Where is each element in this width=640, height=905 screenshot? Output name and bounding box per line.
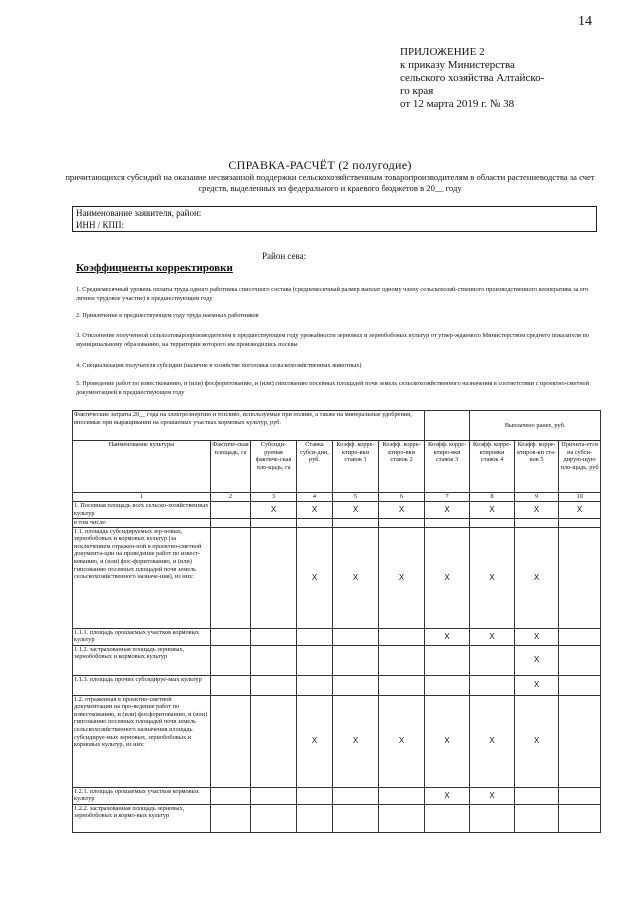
header-coef-4: Коэфф. корре-ктировки ставок 4: [470, 441, 515, 493]
table-cell: [515, 787, 559, 804]
x-mark: X: [425, 502, 470, 519]
column-number: 6: [379, 493, 425, 502]
header-coef-2: Коэфф. корре-ктиро-вки ставок 2: [379, 441, 425, 493]
x-mark: X: [333, 502, 379, 519]
table-cell: [559, 645, 601, 675]
table-cell: [470, 675, 515, 695]
x-mark: X: [425, 527, 470, 628]
x-mark: X: [470, 695, 515, 787]
appendix-line: сельского хозяйства Алтайско-: [400, 72, 545, 84]
x-mark: X: [425, 628, 470, 645]
table-cell: [470, 645, 515, 675]
row-label: 1.2.2. застрахованная площадь зерновых, зернобобовых и кормо-вых культур: [73, 804, 211, 832]
table-cell: [379, 675, 425, 695]
column-number: 7: [425, 493, 470, 502]
table-cell: [251, 527, 297, 628]
table-cell: [211, 675, 251, 695]
coefficient-paragraph: 4. Специализация получателя субсидии (наличие в хозяйстве поголовья сельскохозяйственных животных): [76, 362, 362, 369]
table-cell: [297, 675, 333, 695]
table-cell: [559, 804, 601, 832]
table-cell: [379, 645, 425, 675]
table-cell: [425, 519, 470, 528]
table-cell: [211, 787, 251, 804]
page-number: 14: [578, 14, 592, 29]
table-cell: [251, 519, 297, 528]
row-label: 1.1. площадь субсидируемых зер-новых, зернобобовых и кормовых культур (за исключением отражен-ной в проектно-сметной документа-ции на проведение работ по извест-кованию, и (или) фос-форитованию, и (или) гипсованию посевных площадей почв земель сельскохозяйственного назначе-ния), из них:: [73, 527, 211, 628]
row-label: 1.2.1. площадь орошаемых участков кормовых культур: [73, 787, 211, 804]
table-cell: [251, 675, 297, 695]
table-cell: [559, 527, 601, 628]
row-label: 1.1.1. площадь орошаемых участков кормовых культур: [73, 628, 211, 645]
table-cell: [559, 519, 601, 528]
header-rate: Ставка субси-дии, руб.: [297, 441, 333, 493]
table-cell: [470, 519, 515, 528]
coefficient-paragraph: 3. Отклонение полученной сельхозтоваропроизводителем в предшествующем году урожайности зерновых и зернобобовых культур от утвер-ждаемого Министерством среднего показателя по муниципальному образованию, на территории которого им производились посевы: [76, 332, 589, 348]
x-mark: X: [425, 695, 470, 787]
table-cell: [297, 628, 333, 645]
table-cell: [251, 645, 297, 675]
table-cell: [379, 519, 425, 528]
x-mark: X: [515, 645, 559, 675]
table-cell: [297, 804, 333, 832]
table-cell: [297, 645, 333, 675]
table-cell: [425, 804, 470, 832]
column-number: 8: [470, 493, 515, 502]
row-label: 1.1.2. застрахованная площадь зерновых, зернобобовых и кормовых культур: [73, 645, 211, 675]
coefficients-heading: Коэффициенты корректировки: [76, 262, 233, 274]
header-coef-3: Коэфф. корре-ктиро-вки ставок 3: [425, 441, 470, 493]
table-cell: [333, 519, 379, 528]
table-cell: [559, 787, 601, 804]
table-cell: [251, 628, 297, 645]
table-cell: [251, 787, 297, 804]
document-subtitle: причитающихся субсидий на оказание несвязанной поддержки сельскохозяйственным товаропроизводителям в области растениеводства за счет средств, выделенных из федерального и краевого бюджетов в 20__ году: [65, 172, 595, 193]
x-mark: X: [297, 502, 333, 519]
table-cell: [379, 787, 425, 804]
applicant-name-label: Наименование заявителя, район:: [76, 208, 202, 218]
header-coef-1: Коэфф. корре-ктиро-вки ставок 1: [333, 441, 379, 493]
coefficient-paragraph: 1. Среднемесячный уровень оплаты труда одного работника списочного состава (среднемесячный размер выплат одному члену сельскохозяй-ственного производственного кооператива за его личное трудовое участие) в предшествующем году: [76, 286, 589, 302]
x-mark: X: [379, 695, 425, 787]
applicant-box: [72, 206, 597, 232]
x-mark: X: [333, 695, 379, 787]
x-mark: X: [297, 527, 333, 628]
table-cell: [211, 502, 251, 519]
column-number: 4: [297, 493, 333, 502]
x-mark: X: [470, 502, 515, 519]
table-cell: [333, 804, 379, 832]
table-cell: [251, 804, 297, 832]
paid-earlier-cell: Выплачено ранее, руб.: [470, 411, 601, 441]
row-label: в том числе:: [73, 519, 211, 528]
table-cell: [211, 645, 251, 675]
table-cell: [559, 675, 601, 695]
appendix-block: [400, 46, 544, 111]
column-number: 1: [73, 493, 211, 502]
column-number: 9: [515, 493, 559, 502]
table-cell: [559, 695, 601, 787]
table-cell: [297, 519, 333, 528]
energy-costs-value: [425, 411, 470, 441]
table-cell: [515, 519, 559, 528]
header-actual-area: Фактиче-ская площадь, га: [211, 441, 251, 493]
row-label: 1.1.3. площадь прочих субсидируе-мых культур: [73, 675, 211, 695]
x-mark: X: [515, 675, 559, 695]
x-mark: X: [515, 502, 559, 519]
appendix-line: от 12 марта 2019 г. № 38: [400, 98, 515, 110]
column-number: 10: [559, 493, 601, 502]
header-coef-5: Коэфф. корре-ктиров-ки ста-вок 5: [515, 441, 559, 493]
table-cell: [425, 645, 470, 675]
x-mark: X: [425, 787, 470, 804]
table-cell: [211, 519, 251, 528]
x-mark: X: [515, 628, 559, 645]
coefficient-paragraph: 5. Проведение работ по известкованию, и (или) фосфоритованию, и (или) гипсованию посевных площадей почв земель сельскохозяйственного назначения в соответствии с проектно-сметной документацией в предшествующем году: [76, 380, 590, 396]
x-mark: X: [515, 527, 559, 628]
x-mark: X: [559, 502, 601, 519]
x-mark: X: [470, 787, 515, 804]
x-mark: X: [297, 695, 333, 787]
coefficient-paragraph: 2. Привлечение в предшествующем году труда наемных работников: [76, 312, 259, 319]
table-cell: [379, 628, 425, 645]
appendix-line: ПРИЛОЖЕНИЕ 2: [400, 46, 485, 58]
row-label: 1.2. отраженная в проектно-сметной документации на про-ведение работ по известкованию, и (или) фосфоритованию, и (или) гипсованию посевных площадей почв земель сельскохозяйственного назначения площадь субсидируе-мых зерновых, зернобобовых и кормовых культур, из них:: [73, 695, 211, 787]
x-mark: X: [379, 502, 425, 519]
x-mark: X: [251, 502, 297, 519]
x-mark: X: [333, 527, 379, 628]
column-number: 5: [333, 493, 379, 502]
applicant-inn-label: ИНН / КПП:: [76, 220, 125, 230]
header-due-amount: Причита-ется на субси-дирую-щую пло-щадь, руб: [559, 441, 601, 493]
x-mark: X: [470, 628, 515, 645]
table-cell: [333, 787, 379, 804]
table-cell: [515, 804, 559, 832]
document-title: СПРАВКА-РАСЧЁТ (2 полугодие): [228, 158, 412, 172]
x-mark: X: [515, 695, 559, 787]
header-subsidized-area: Субсиди-руемая фактиче-ская пло-щадь, га: [251, 441, 297, 493]
calculation-table: [72, 410, 601, 833]
appendix-line: го края: [400, 85, 434, 97]
region-label: Район сева:: [262, 251, 307, 261]
appendix-line: к приказу Министерства: [400, 59, 515, 71]
table-cell: [470, 804, 515, 832]
x-mark: X: [470, 527, 515, 628]
energy-costs-cell: Фактические затраты 20__ года на электроэнергию и топливо, используемые при поливе, а также на минеральные удобрения, вносимые при выращивании на орошаемых участках кормовых культур, руб.: [73, 411, 425, 441]
table-cell: [297, 787, 333, 804]
table-cell: [559, 628, 601, 645]
header-culture: Наименование культуры: [73, 441, 211, 493]
column-number: 3: [251, 493, 297, 502]
row-label: 1. Посевная площадь всех сельско-хозяйственных культур: [73, 502, 211, 519]
table-cell: [211, 527, 251, 628]
table-cell: [333, 645, 379, 675]
table-cell: [333, 675, 379, 695]
table-cell: [333, 628, 379, 645]
table-cell: [379, 804, 425, 832]
table-cell: [211, 804, 251, 832]
table-cell: [251, 695, 297, 787]
table-cell: [211, 695, 251, 787]
table-cell: [425, 675, 470, 695]
column-number: 2: [211, 493, 251, 502]
table-cell: [211, 628, 251, 645]
x-mark: X: [379, 527, 425, 628]
